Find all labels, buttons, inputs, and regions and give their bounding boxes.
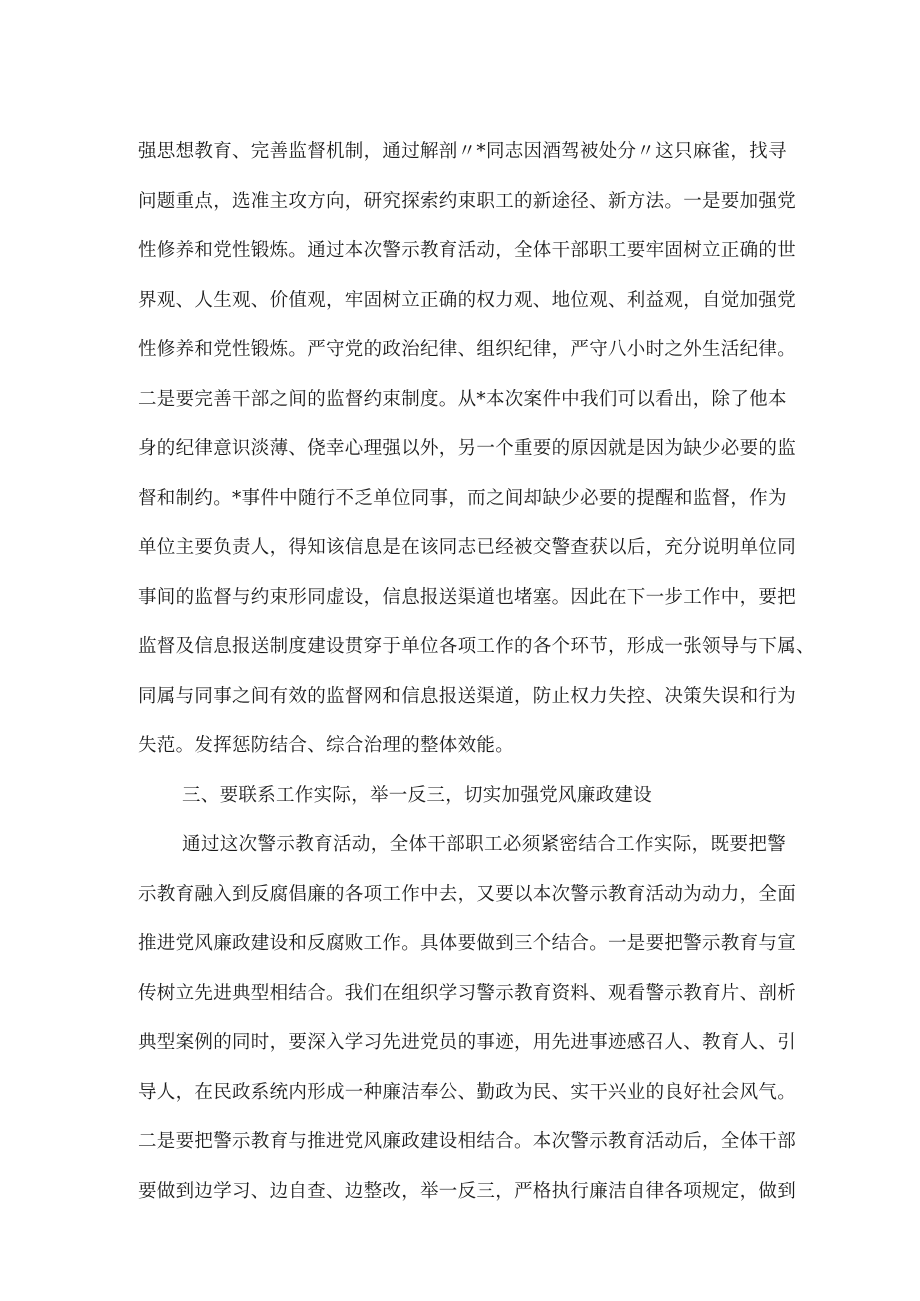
paragraph-first-line: 通过这次警示教育活动，全体干部职工必须紧密结合工作实际，既要把警 — [182, 834, 786, 855]
text-line: 二是要把警示教育与推进党风廉政建设相结合。本次警示教育活动后，全体干部 — [138, 1131, 797, 1152]
text-line: 传树立先进典型相结合。我们在组织学习警示教育资料、观看警示教育片、剖析 — [138, 982, 797, 1004]
text-line: 强思想教育、完善监督机制，通过解剖〃*同志因酒驾被处分〃这只麻雀，找寻 — [138, 141, 787, 162]
section-heading: 三、要联系工作实际，举一反三，切实加强党风廉政建设 — [182, 784, 653, 806]
text-line: 界观、人生观、价值观，牢固树立正确的权力观、地位观、利益观，自觉加强党 — [138, 289, 797, 311]
text-line: 典型案例的同时，要深入学习先进党员的事迹，用先进事迹感召人、教育人、引 — [138, 1032, 797, 1053]
text-line: 监督及信息报送制度建设贯穿于单位各项工作的各个环节，形成一张领导与下属、 — [138, 636, 815, 657]
text-line: 要做到边学习、边自查、边整改，举一反三，严格执行廉洁自律各项规定，做到 — [138, 1180, 797, 1202]
document-body — [138, 127, 815, 1216]
text-line: 性修养和党性锻炼。通过本次警示教育活动，全体干部职工要牢固树立正确的世 — [138, 240, 797, 261]
text-line: 事间的监督与约束形同虚设，信息报送渠道也堵塞。因此在下一步工作中，要把 — [138, 586, 797, 608]
text-line: 性修养和党性锻炼。严守党的政治纪律、组织纪律，严守八小时之外生活纪律。 — [138, 339, 797, 360]
text-line: 推进党风廉政建设和反腐败工作。具体要做到三个结合。一是要把警示教育与宣 — [138, 933, 797, 954]
text-line: 督和制约。*事件中随行不乏单位同事，而之间却缺少必要的提醒和监督，作为 — [138, 487, 787, 509]
text-line: 身的纪律意识淡薄、侥幸心理强以外，另一个重要的原因就是因为缺少必要的监 — [138, 438, 797, 459]
text-line: 示教育融入到反腐倡廉的各项工作中去，又要以本次警示教育活动为动力，全面 — [138, 883, 797, 905]
text-line: 单位主要负责人，得知该信息是在该同志已经被交警查获以后，充分说明单位同 — [138, 537, 797, 558]
text-line: 同属与同事之间有效的监督网和信息报送渠道，防止权力失控、决策失误和行为 — [138, 685, 797, 707]
text-line: 二是要完善干部之间的监督约束制度。从*本次案件中我们可以看出，除了他本 — [138, 388, 787, 410]
text-line: 导人，在民政系统内形成一种廉洁奉公、勤政为民、实干兴业的良好社会风气。 — [138, 1081, 797, 1103]
paragraph-last-line: 失范。发挥惩防结合、综合治理的整体效能。 — [138, 735, 515, 756]
text-line: 问题重点，选准主攻方向，研究探索约束职工的新途径、新方法。一是要加强党 — [138, 190, 797, 212]
